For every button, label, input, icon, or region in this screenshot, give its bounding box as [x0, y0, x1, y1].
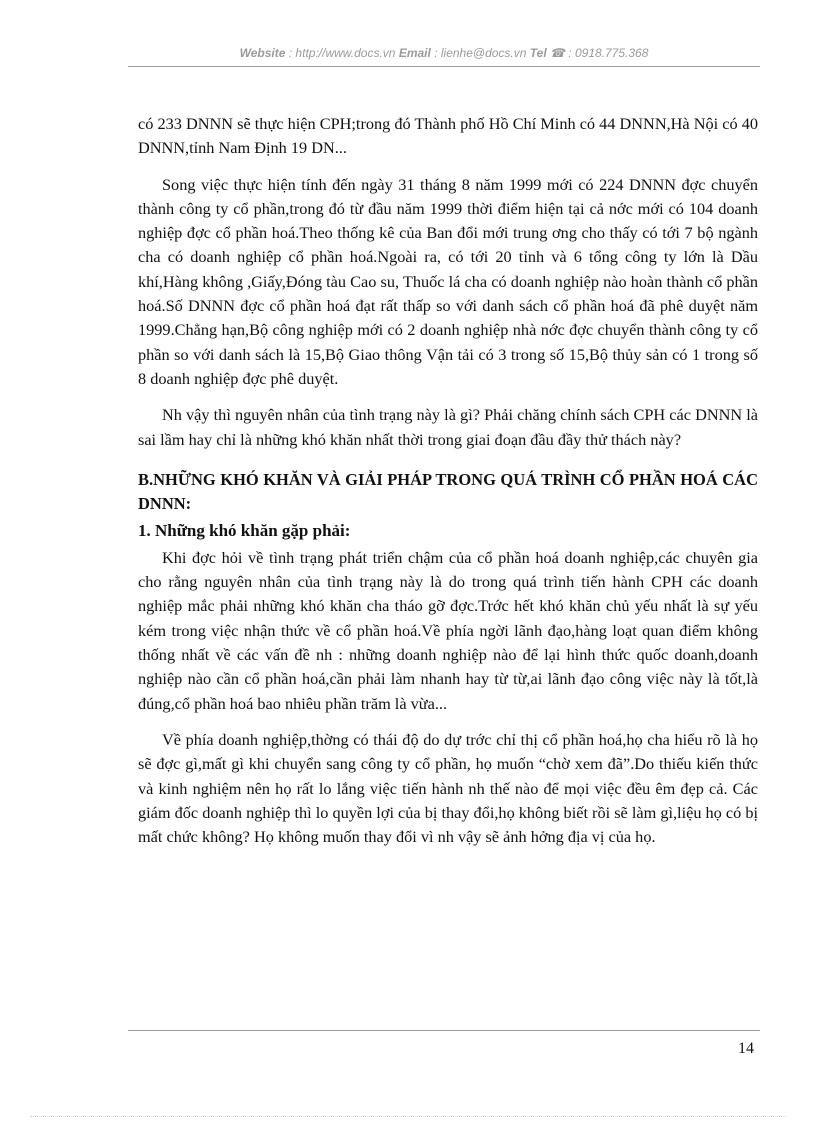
tel-value: ☎ : 0918.775.368	[550, 46, 649, 60]
document-body	[138, 112, 758, 861]
page-header	[128, 46, 760, 60]
header-divider	[128, 66, 760, 67]
paragraph-5: Về phía doanh nghiệp,thờng có thái độ do dự trớc chỉ thị cổ phần hoá,họ cha hiểu rõ là họ sẽ đợc gì,mất gì khi chuyển sang công ty cổ phần, họ muốn “chờ xem đã”.Do thiếu kiến thức và kinh nghiệm nên họ rất lo lắng việc tiến hành nh thế nào để mọi việc đều êm đẹp cả. Các giám đốc doanh nghiệp thì lo quyền lợi của bị thay đổi,họ không biết rồi sẽ làm gì,liệu họ có bị mất chức không? Họ không muốn thay đổi vì nh vậy sẽ ảnh hởng địa vị của họ.	[138, 729, 758, 847]
section-heading: B.NHỮNG KHÓ KHĂN VÀ GIẢI PHÁP TRONG QUÁ TRÌNH CỔ PHẦN HOÁ CÁC DNNN:	[138, 469, 758, 513]
website-label: Website	[239, 46, 286, 60]
page-number: 14	[738, 1040, 754, 1057]
footer-divider	[128, 1030, 760, 1031]
paragraph-3: Nh vậy thì nguyên nhân của tình trạng này là gì? Phải chăng chính sách CPH các DNNN là sai lầm hay chỉ là những khó khăn nhất thời trong giai đoạn đầu đầy thử thách này?	[138, 405, 758, 449]
paragraph-2: Song việc thực hiện tính đến ngày 31 tháng 8 năm 1999 mới có 224 DNNN đợc chuyển thành công ty cổ phần,trong đó từ đầu năm 1999 thời điểm hiện tại cả nớc mới có 104 doanh nghiệp đợc cổ phần hoá.Theo thống kê của Ban đổi mới trung ơng cho thấy có tới 7 bộ ngành cha có doanh nghiệp cổ phần hoá.Ngoài ra, có tới 20 tỉnh và 6 tổng công ty lớn là Dầu khí,Hàng không ,Giấy,Đóng tàu Cao su, Thuốc lá cha có doanh nghiệp nào hoàn thành cổ phần hoá.Số DNNN đợc cổ phần hoá đạt rất thấp so với danh sách cổ phần hoá đã phê duyệt năm 1999.Chẳng hạn,Bộ công nghiệp mới có 2 doanh nghiệp nhà nớc đợc chuyển thành công ty cổ phần so với danh sách là 15,Bộ Giao thông Vận tải có 3 trong số 15,Bộ thủy sản có 1 trong số 8 doanh nghiệp đợc phê duyệt.	[138, 174, 758, 388]
email-value: : lienhe@docs.vn	[434, 46, 527, 60]
page-edge-dotted-line	[30, 1116, 786, 1117]
tel-label: Tel	[529, 46, 547, 60]
subsection-heading: 1. Những khó khăn gặp phải:	[138, 520, 351, 540]
paragraph-4: Khi đợc hỏi về tình trạng phát triển chậm của cổ phần hoá doanh nghiệp,các chuyên gia cho rằng nguyên nhân của tình trạng này là do trong quá trình tiến hành CPH các doanh nghiệp mắc phải những khó khăn cha tháo gỡ đợc.Trớc hết khó khăn chủ yếu nhất là sự yếu kém trong việc nhận thức về cổ phần hoá.Về phía ngời lãnh đạo,hàng loạt quan điểm không thống nhất về các vấn đề nh : những doanh nghiệp nào để lại hình thức quốc doanh,doanh nghiệp nào cần cổ phần hoá,cần phải làm nhanh hay từ từ,ai lãnh đạo công việc này là tốt,là đúng,cổ phần hoá bao nhiêu phần trăm là vừa...	[138, 547, 758, 713]
website-url: : http://www.docs.vn	[288, 46, 396, 60]
email-label: Email	[398, 46, 431, 60]
paragraph-1: có 233 DNNN sẽ thực hiện CPH;trong đó Thành phố Hồ Chí Minh có 44 DNNN,Hà Nội có 40 DNNN,tỉnh Nam Định 19 DN...	[138, 114, 758, 158]
